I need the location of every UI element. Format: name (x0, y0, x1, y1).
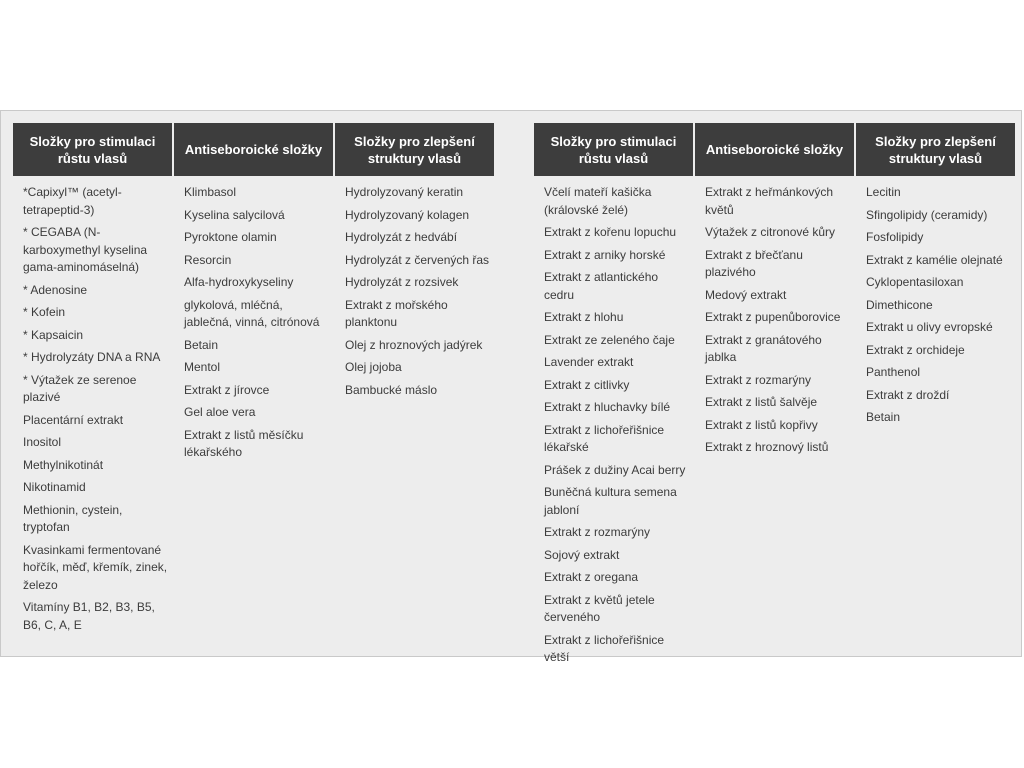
ingredient-item: Extrakt ze zeleného čaje (544, 332, 675, 347)
ingredient-item: Pyroktone olamin (184, 230, 277, 244)
ingredient-item: Extrakt z arniky horské (544, 247, 666, 262)
ingredient-item: Extrakt z lichořeřišnice lékařské (544, 422, 665, 454)
ingredient-item: * Kapsaicin (23, 327, 84, 342)
ingredient-item: *Capixyl™ (acetyl-tetrapeptid-3) (23, 185, 122, 217)
column-hair-growth-stimulation (13, 123, 172, 639)
ingredient-item: Extrakt z heřmánkových květů (705, 185, 834, 217)
ingredient-item: Kvasinkami fermentované hořčík, měď, křemík, zinek, železo (23, 542, 168, 592)
ingredient-item: Hydrolyzát z rozsivek (345, 275, 459, 289)
ingredient-list (534, 176, 693, 667)
ingredient-item: Extrakt z oregana (544, 570, 639, 584)
ingredient-item: Kyselina salycilová (184, 207, 285, 222)
ingredient-item: Extrakt z květů jetele červeného (544, 592, 655, 624)
column-header: Antiseboroické složky (695, 123, 854, 176)
ingredient-item: Betain (184, 337, 219, 352)
ingredient-item: Cyklopentasiloxan (866, 275, 964, 289)
ingredient-item: Resorcin (184, 252, 232, 267)
column-antiseborrheic (174, 123, 333, 639)
ingredient-item: glykolová, mléčná, jablečná, vinná, citrónová (184, 297, 320, 329)
ingredient-item: Hydrolyzát z červených řas (345, 252, 490, 267)
ingredient-item: Nikotinamid (23, 480, 86, 494)
column-hair-structure (856, 123, 1015, 672)
ingredient-item: Extrakt z listů kopřivy (705, 417, 818, 432)
ingredient-item: Včelí mateří kašička (královské želé) (544, 185, 652, 217)
ingredient-item: Fosfolipidy (866, 230, 924, 244)
ingredient-item: Olej z hroznových jadýrek (345, 337, 483, 352)
ingredient-item: Buněčná kultura semena jabloní (544, 485, 677, 517)
ingredient-item: Hydrolyzát z hedvábí (345, 230, 458, 244)
ingredient-item: Extrakt z kořenu lopuchu (544, 225, 677, 239)
ingredient-item: Methionin, cystein, tryptofan (23, 502, 123, 534)
ingredient-item: Extrakt z hluchavky bílé (544, 400, 671, 414)
ingredient-item: Dimethicone (866, 297, 933, 312)
ingredient-item: Sfingolipidy (ceramidy) (866, 207, 988, 222)
ingredient-item: Extrakt z jírovce (184, 382, 270, 397)
column-header: Složky pro zlepšení struktury vlasů (335, 123, 494, 176)
ingredient-list (856, 176, 1015, 427)
column-header: Složky pro stimulaci růstu vlasů (534, 123, 693, 176)
ingredient-item: Lavender extrakt (544, 355, 634, 369)
ingredient-item: Extrakt z listů šalvěje (705, 395, 818, 409)
column-antiseborrheic (695, 123, 854, 672)
ingredient-item: Extrakt z citlivky (544, 377, 630, 392)
column-header: Složky pro stimulaci růstu vlasů (13, 123, 172, 176)
ingredient-item: * Adenosine (23, 282, 88, 297)
ingredient-list (335, 176, 494, 399)
ingredient-item: Hydrolyzovaný kolagen (345, 207, 470, 222)
column-hair-structure (335, 123, 494, 639)
ingredient-item: * Výtažek ze serenoe plazivé (23, 372, 137, 404)
ingredient-item: Olej jojoba (345, 360, 402, 374)
ingredient-item: Betain (866, 410, 901, 424)
ingredients-table-left (13, 123, 494, 639)
ingredient-item: Extrakt z granátového jablka (705, 332, 822, 364)
ingredients-panel (0, 110, 1022, 664)
ingredient-item: Gel aloe vera (184, 405, 256, 419)
ingredient-item: Inositol (23, 435, 62, 449)
ingredient-item: Medový extrakt (705, 287, 787, 302)
ingredient-list (13, 176, 172, 634)
ingredient-item: Hydrolyzovaný keratin (345, 185, 464, 199)
column-hair-growth-stimulation (534, 123, 693, 672)
ingredient-item: Extrakt z břečťanu plazivého (705, 247, 803, 279)
ingredient-item: Extrakt z rozmarýny (544, 525, 651, 539)
ingredient-list (695, 176, 854, 457)
ingredient-item: Extrakt z rozmarýny (705, 372, 812, 387)
ingredient-item: Prášek z dužiny Acai berry (544, 462, 686, 477)
ingredient-item: Extrakt z hroznový listů (705, 440, 829, 454)
ingredient-item: Alfa-hydroxykyseliny (184, 275, 294, 289)
ingredient-item: * Kofein (23, 305, 66, 319)
ingredient-item: Mentol (184, 360, 221, 374)
ingredient-item: Extrakt z atlantického cedru (544, 270, 659, 302)
ingredient-item: Extrakt z mořského planktonu (345, 297, 448, 329)
ingredient-item: Extrakt u olivy evropské (866, 320, 993, 334)
ingredient-item: Klimbasol (184, 185, 237, 199)
column-header: Složky pro zlepšení struktury vlasů (856, 123, 1015, 176)
ingredient-item: Bambucké máslo (345, 382, 438, 397)
ingredient-item: Výtažek z citronové kůry (705, 225, 836, 239)
ingredient-item: Panthenol (866, 365, 921, 379)
ingredient-item: Extrakt z hlohu (544, 310, 624, 324)
ingredient-item: Placentární extrakt (23, 412, 124, 427)
ingredient-item: Lecitin (866, 185, 901, 199)
ingredient-item: Methylnikotinát (23, 457, 104, 472)
ingredient-item: * Hydrolyzáty DNA a RNA (23, 350, 161, 364)
ingredient-item: Extrakt z orchideje (866, 342, 965, 357)
ingredient-item: Sojový extrakt (544, 547, 620, 562)
ingredients-table-right (534, 123, 1015, 672)
column-header: Antiseboroické složky (174, 123, 333, 176)
ingredient-item: * CEGABA (N-karboxymethyl kyselina gama-aminomáselná) (23, 225, 148, 274)
ingredient-item: Extrakt z droždí (866, 387, 950, 402)
ingredient-item: Extrakt z kamélie olejnaté (866, 252, 1003, 267)
ingredient-item: Vitamíny B1, B2, B3, B5, B6, C, A, E (23, 600, 155, 632)
ingredient-item: Extrakt z lichořeřišnice větší (544, 632, 665, 664)
ingredient-item: Extrakt z listů měsíčku lékařského (184, 427, 304, 459)
ingredient-item: Extrakt z pupenůborovice (705, 310, 841, 324)
ingredient-list (174, 176, 333, 462)
